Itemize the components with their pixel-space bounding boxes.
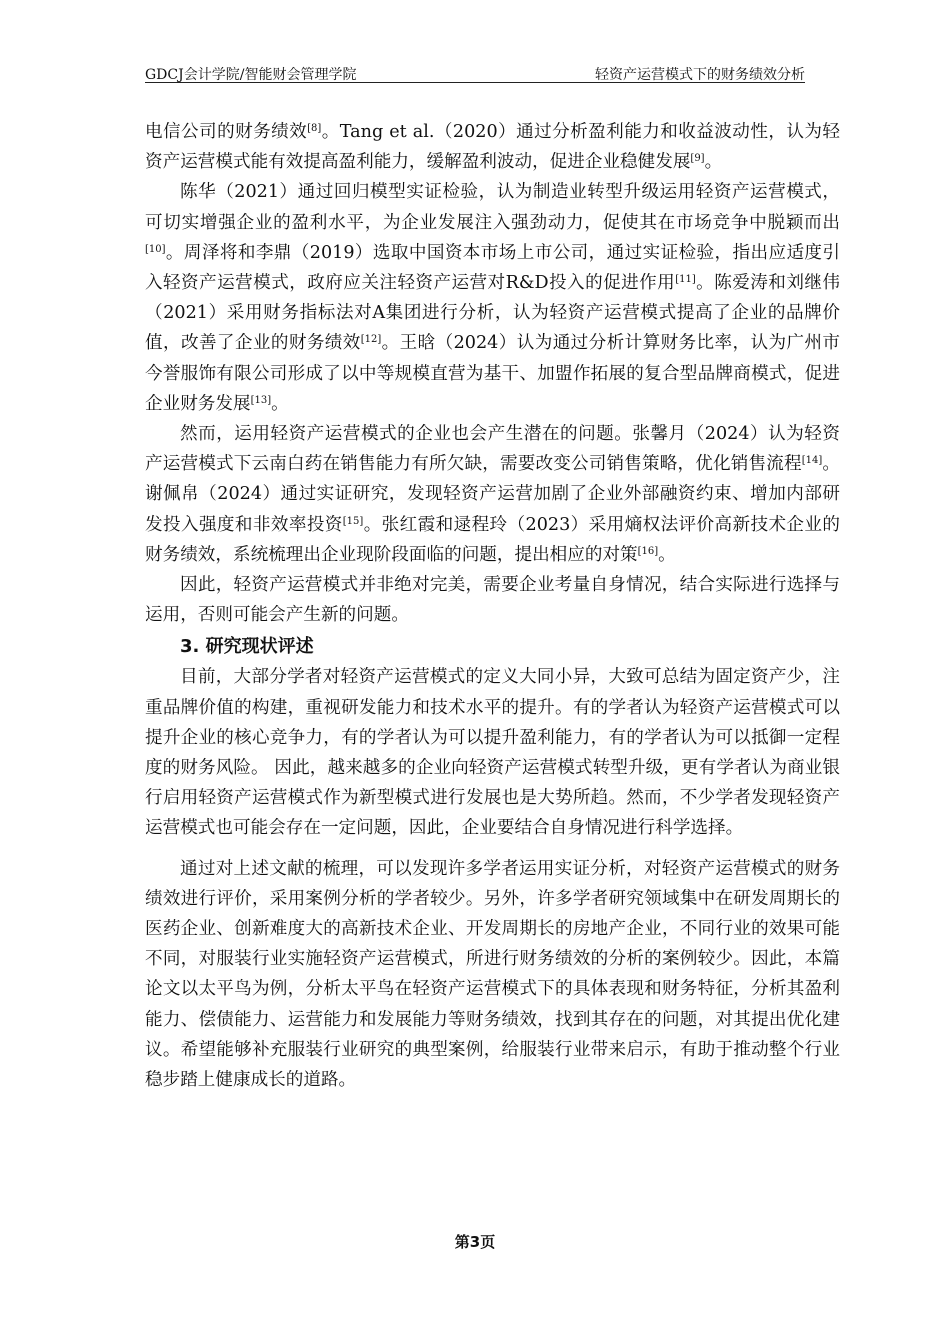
header-thesis-title: 轻资产运营模式下的财务绩效分析 xyxy=(595,67,805,83)
page-header xyxy=(145,62,805,83)
section-heading: 3. 研究现状评述 xyxy=(180,636,314,658)
citation-ref[interactable]: [15] xyxy=(342,515,364,527)
citation-ref[interactable]: [9] xyxy=(690,153,705,165)
citation-ref[interactable]: [10] xyxy=(145,243,166,255)
page-body xyxy=(145,117,840,1095)
citation-ref[interactable]: [8] xyxy=(307,123,322,134)
paragraph-potential-problems: 然而，运用轻资产运营模式的企业也会产生潜在的问题。张馨月（2024）认为轻资产运营模式下云南白药在销售能力有所欠缺，需要改变公司销售策略，优化销售流程[14]。谢佩帛（2024）通过实证研究，发现轻资产运营加剧了企业外部融资约束、增加内部研发投入强度和非效率投资[15]。张红霞和逯程玲（2023）采用熵权法评价高新技术企业的财务绩效，系统梳理出企业现阶段面临的问题，提出相应的对策[16]。 xyxy=(145,424,840,565)
paragraph-positive-effects: 陈华（2021）通过回归模型实证检验，认为制造业转型升级运用轻资产运营模式，可切实增强企业的盈利水平，为企业发展注入强劲动力，促使其在市场竞争中脱颖而出[10]。周泽将和李鼎（2019）选取中国资本市场上市公司，通过实证检验，指出应适度引入轻资产运营模式，政府应关注轻资产运营对R&D投入的促进作用[11]。陈爱涛和刘继伟（2021）采用财务指标法对A集团进行分析，认为轻资产运营模式提高了企业的品牌价值，改善了企业的财务绩效[12]。王晗（2024）认为通过分析计算财务比率，认为广州市今誉服饰有限公司形成了以中等规模直营为基干、加盟作拓展的复合型品牌商模式，促进企业财务发展[13]。 xyxy=(145,182,840,414)
paragraph-continued: 电信公司的财务绩效[8]。Tang et al.（2020）通过分析盈利能力和收益波动性，认为轻资产运营模式能有效提高盈利能力，缓解盈利波动，促进企业稳健发展[9]。 xyxy=(145,122,840,173)
header-school: GDCJ会计学院/智能财会管理学院 xyxy=(145,67,357,83)
citation-ref[interactable]: [11] xyxy=(675,274,696,286)
page-number: 第3页 xyxy=(454,1233,496,1251)
paragraph-review-gap: 通过对上述文献的梳理，可以发现许多学者运用实证分析，对轻资产运营模式的财务绩效进行评价，采用案例分析的学者较少。另外，许多学者研究领域集中在研发周期长的医药企业、创新难度大的高新技术企业、开发周期长的房地产企业，不同行业的效果可能不同，对服装行业实施轻资产运营模式，所进行财务绩效的分析的案例较少。因此，本篇论文以太平鸟为例，分析太平鸟在轻资产运营模式下的具体表现和财务特征，分析其盈利能力、偿债能力、运营能力和发展能力等财务绩效，找到其存在的问题，对其提出优化建议。希望能够补充服装行业研究的典型案例，给服装行业带来启示，有助于推动整个行业稳步踏上健康成长的道路。 xyxy=(145,858,840,1091)
paragraph-conclusion-short: 因此，轻资产运营模式并非绝对完美，需要企业考量自身情况，结合实际进行选择与运用，否则可能会产生新的问题。 xyxy=(145,575,840,626)
citation-ref[interactable]: [13] xyxy=(250,394,272,406)
citation-ref[interactable]: [14] xyxy=(801,455,823,467)
citation-ref[interactable]: [12] xyxy=(360,334,382,346)
citation-ref[interactable]: [16] xyxy=(637,545,659,557)
paragraph-review-summary: 目前，大部分学者对轻资产运营模式的定义大同小异，大致可总结为固定资产少，注重品牌价值的构建，重视研发能力和技术水平的提升。有的学者认为轻资产运营模式可以提升企业的核心竞争力，有的学者认为可以提升盈利能力，有的学者认为可以抵御一定程度的财务风险。 因此，越来越多的企业向轻资产运营模式转型升级，更有学者认为商业银行启用轻资产运营模式作为新型模式进行发展也是大势所趋。然而，不少学者发现轻资产运营模式也可能会存在一定问题，因此，企业要结合自身情况进行科学选择。 xyxy=(145,667,840,839)
